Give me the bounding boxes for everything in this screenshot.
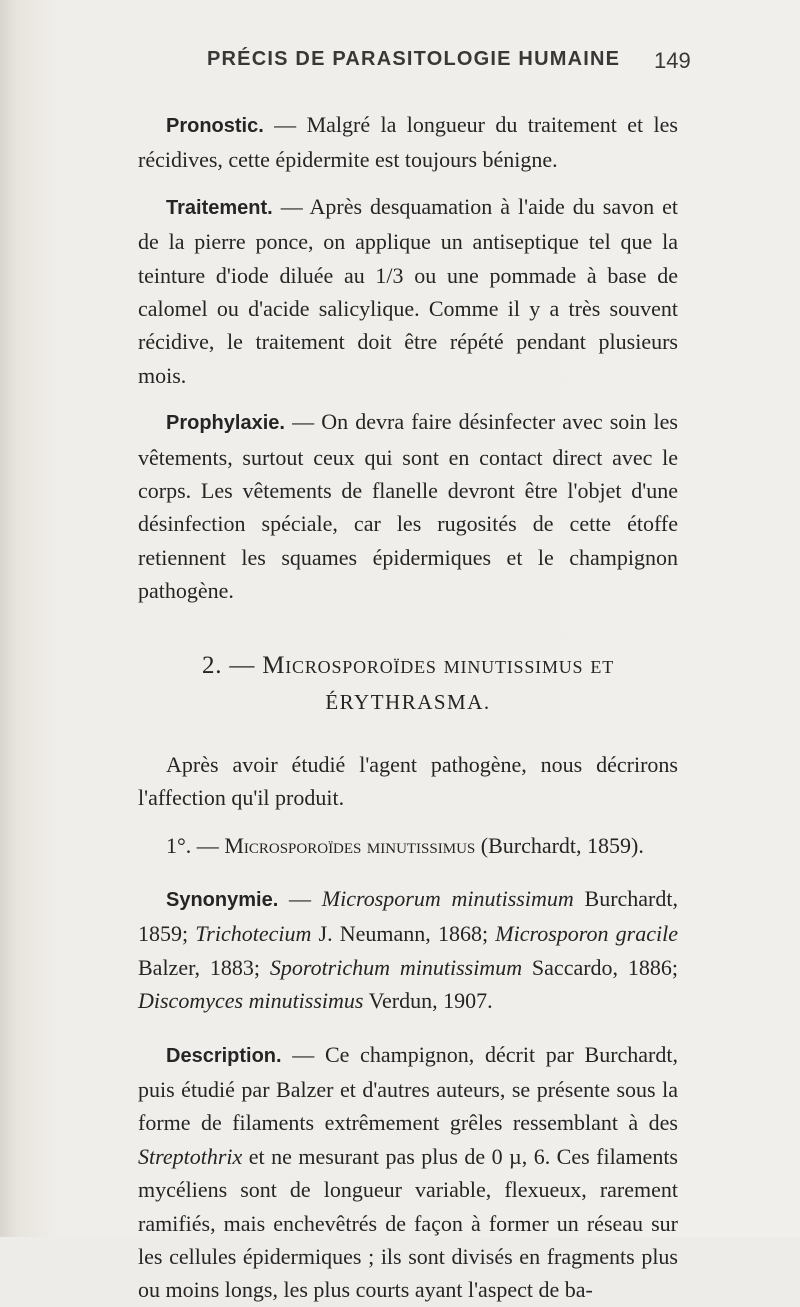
synonymie-label: Synonymie. [166,888,279,911]
paragraph-traitement [138,190,678,392]
description-text-2: et ne mesurant pas plus de 0 µ, 6. Ces filaments mycéliens sont de longueur variable, flexueux, rarement ramifiés, mais enchevêtrés de façon à former un réseau sur les cellules épidermiques ; ils sont divisés en fragments plus ou moins longs, les plus courts ayant l'aspect de ba- [138,1143,678,1303]
page-number: 149 [654,48,691,73]
pronostic-label: Pronostic. [166,115,264,137]
synonym-name-3: Microsporon gracile [495,921,678,947]
synonym-name-5: Discomyces minutissimus [138,988,364,1014]
description-genus: Streptothrix [138,1143,243,1169]
subsection-heading [138,829,678,862]
page-header [0,48,800,88]
subsection-name: Microsporoïdes minutissimus [224,832,476,858]
synonym-name-1: Microsporum minutissimum [321,885,574,911]
paragraph-intro: Après avoir étudié l'agent pathogène, nous décrirons l'affection qu'il produit. [138,751,678,811]
subsection-number: 1°. — [166,832,225,858]
paragraph-description [138,1038,678,1307]
section-heading [138,648,678,720]
description-text-1: — Ce champignon, décrit par Burchardt, puis étudié par Balzer et d'autres auteurs, se présente sous la forme de filaments extrêmement grêles ressemblant à des [138,1041,678,1136]
section-heading-line2: ÉRYTHRASMA. [325,689,491,714]
subsection-authority: (Burchardt, 1859). [475,832,644,858]
prophylaxie-label: Prophylaxie. [166,412,285,435]
section-heading-line1: 2. — Microsporoïdes minutissimus et [201,651,614,679]
pronostic-text: — Malgré la longueur du traitement et les récidives, cette épidermite est toujours bénigne. [138,112,678,173]
traitement-text: — Après desquamation à l'aide du savon et de la pierre ponce, on applique un antiseptique tel que la teinture d'iode diluée au 1/3 ou une pommade à base de calomel ou d'acide salicylique. Comme il y a très souvent récidive, le traitement doit être répété pendant plusieurs mois. [138,193,678,388]
running-title: PRÉCIS DE PARASITOLOGIE HUMAINE [207,48,621,70]
synonym-author-2: J. Neumann, 1868; [311,921,496,947]
synonymie-dash: — [278,885,322,911]
synonym-author-4: Saccardo, 1886; [522,954,679,980]
paragraph-synonymie [138,882,678,1018]
synonym-name-4: Sporotrichum minutissimum [269,954,523,980]
synonym-author-1: Burchardt, 1859; [138,885,678,947]
paragraph-prophylaxie [138,405,678,607]
traitement-label: Traitement. [166,196,273,219]
synonym-author-5: Verdun, 1907. [363,988,493,1014]
description-label: Description. [166,1044,282,1067]
page-body [138,108,678,1307]
synonym-name-2: Trichotecium [195,921,312,947]
paragraph-pronostic [138,108,678,177]
synonym-author-3: Balzer, 1883; [138,954,270,980]
prophylaxie-text: — On devra faire désinfecter avec soin les vêtements, surtout ceux qui sont en contact direct avec le corps. Les vêtements de flanelle devront être l'objet d'une désinfection spéciale, car les rugosités de cette étoffe retiennent les squames épidermiques et le champignon pathogène. [138,409,678,604]
